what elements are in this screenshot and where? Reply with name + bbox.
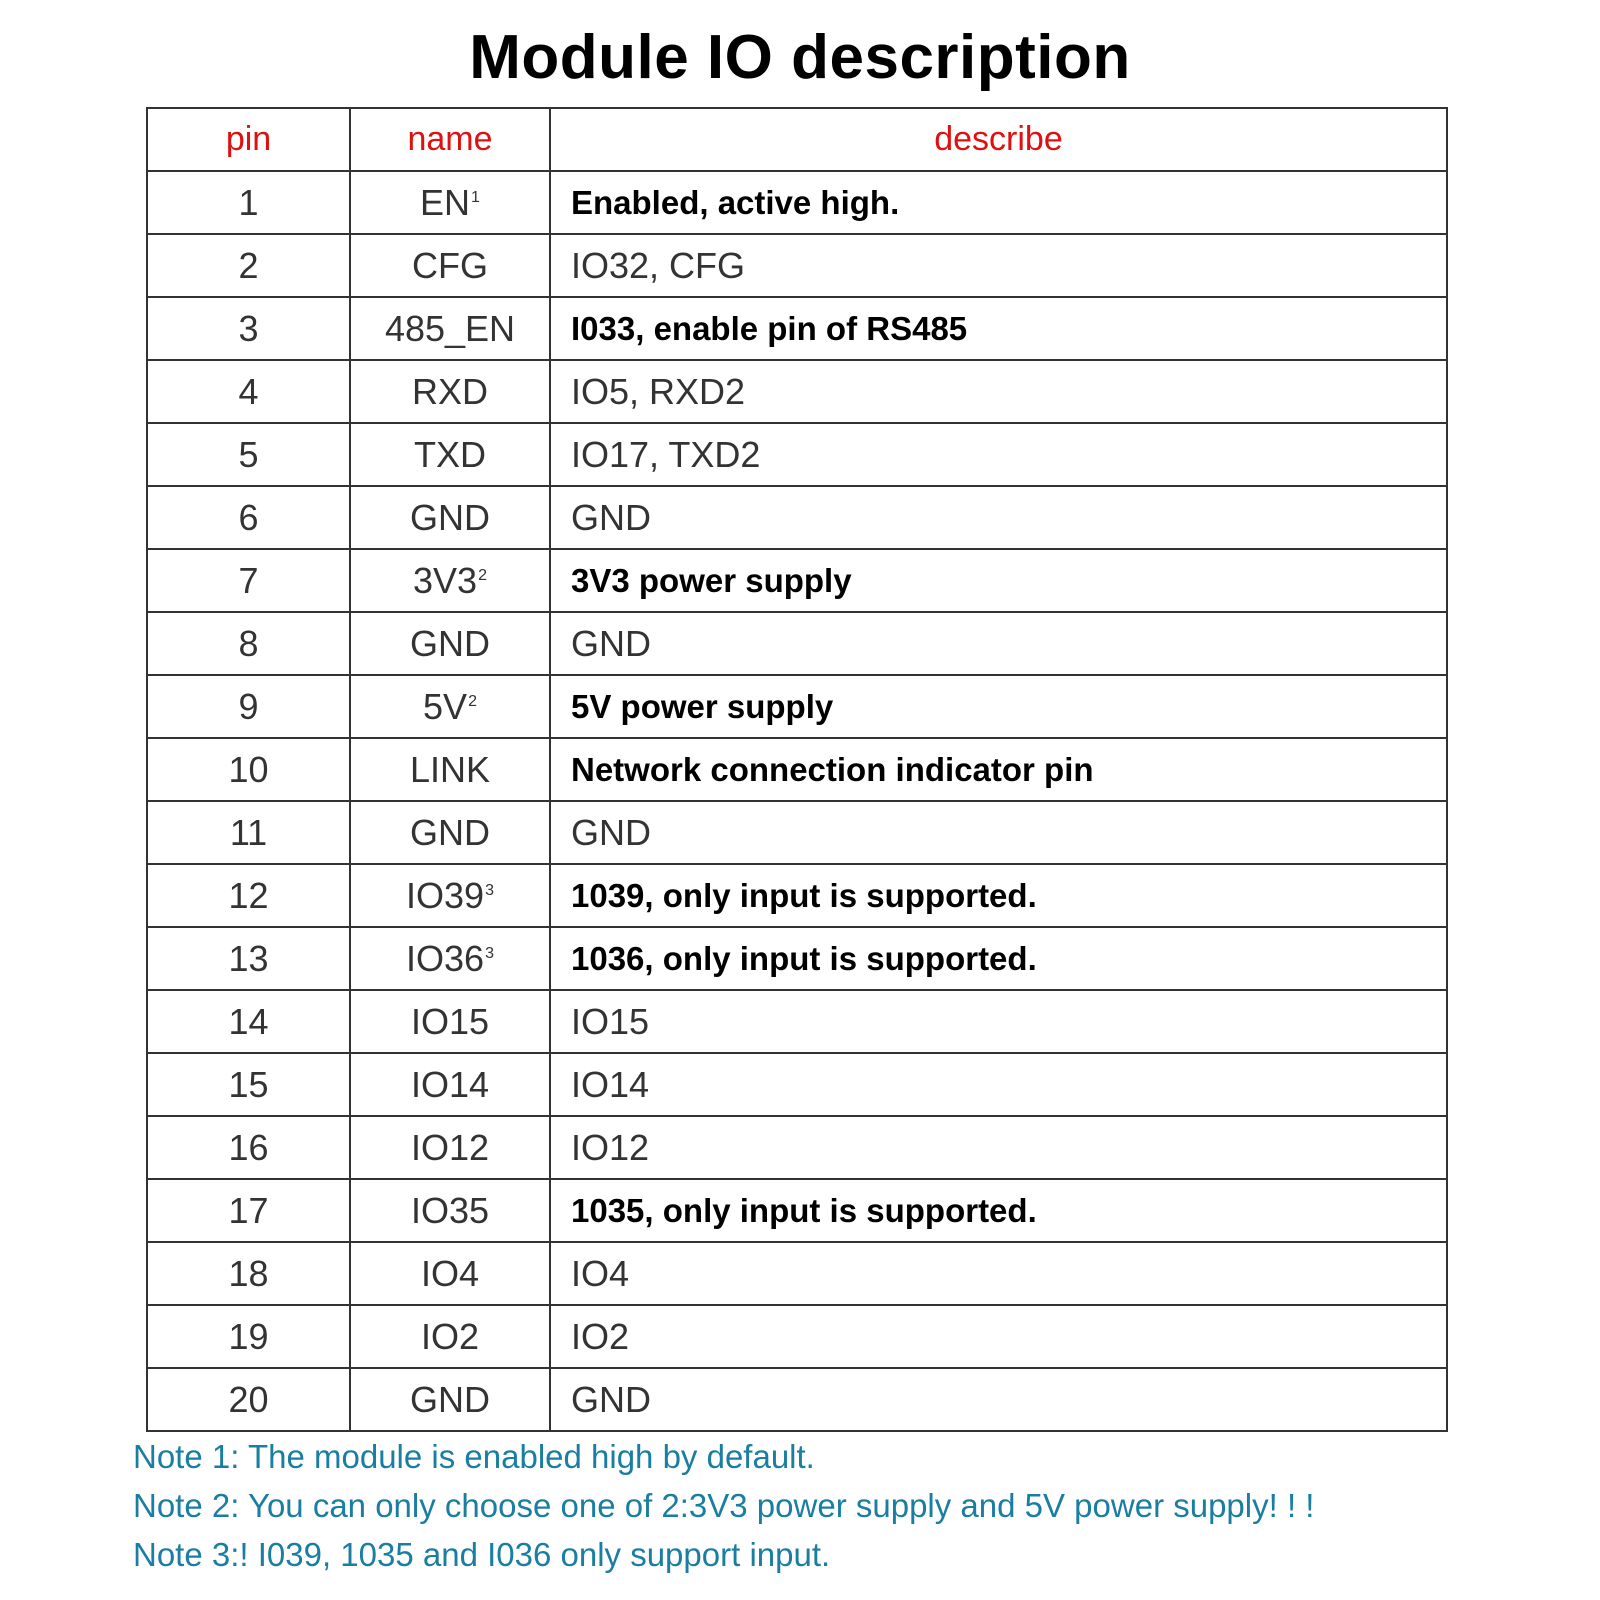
describe-cell: GND xyxy=(550,486,1447,549)
table-row xyxy=(147,1116,1447,1179)
table-row xyxy=(147,297,1447,360)
name-cell xyxy=(350,297,550,360)
pin-name: 5V xyxy=(423,685,468,727)
header-name: name xyxy=(350,108,550,171)
pin-name: IO35 xyxy=(410,1189,490,1231)
name-cell xyxy=(350,738,550,801)
table-row xyxy=(147,864,1447,927)
table-row xyxy=(147,549,1447,612)
pin-cell: 9 xyxy=(147,675,350,738)
name-cell xyxy=(350,1368,550,1431)
table-row xyxy=(147,801,1447,864)
name-cell xyxy=(350,612,550,675)
table-row xyxy=(147,1179,1447,1242)
name-cell xyxy=(350,1053,550,1116)
pin-cell: 14 xyxy=(147,990,350,1053)
name-cell xyxy=(350,423,550,486)
table-row xyxy=(147,171,1447,234)
pin-name: TXD xyxy=(414,433,486,475)
note-2: Note 2: You can only choose one of 2:3V3 power supply and 5V power supply! ! ! xyxy=(133,1487,1315,1524)
name-cell xyxy=(350,1242,550,1305)
pin-cell: 7 xyxy=(147,549,350,612)
name-cell xyxy=(350,990,550,1053)
describe-cell: 1035, only input is supported. xyxy=(550,1179,1447,1242)
name-cell xyxy=(350,927,550,990)
note-superscript: 3 xyxy=(485,881,494,899)
note-superscript: 2 xyxy=(468,692,477,710)
describe-cell: IO12 xyxy=(550,1116,1447,1179)
describe-cell: IO5, RXD2 xyxy=(550,360,1447,423)
name-cell xyxy=(350,234,550,297)
pin-name: RXD xyxy=(411,370,488,412)
describe-cell: IO2 xyxy=(550,1305,1447,1368)
name-cell xyxy=(350,1179,550,1242)
describe-cell: 3V3 power supply xyxy=(550,549,1447,612)
name-cell xyxy=(350,1305,550,1368)
pin-cell: 11 xyxy=(147,801,350,864)
describe-cell: 5V power supply xyxy=(550,675,1447,738)
table-row xyxy=(147,1242,1447,1305)
table-row xyxy=(147,612,1447,675)
pin-cell: 15 xyxy=(147,1053,350,1116)
pin-cell: 6 xyxy=(147,486,350,549)
table-row xyxy=(147,675,1447,738)
table-row xyxy=(147,360,1447,423)
page-title: Module IO description xyxy=(469,23,1131,92)
pin-name: IO12 xyxy=(410,1126,490,1168)
pin-cell: 2 xyxy=(147,234,350,297)
pin-cell: 19 xyxy=(147,1305,350,1368)
name-cell xyxy=(350,360,550,423)
pin-cell: 13 xyxy=(147,927,350,990)
name-cell xyxy=(350,801,550,864)
table-row xyxy=(147,738,1447,801)
pin-cell: 4 xyxy=(147,360,350,423)
describe-cell: IO15 xyxy=(550,990,1447,1053)
pin-name: IO39 xyxy=(406,874,485,916)
note-superscript: 3 xyxy=(485,944,494,962)
pin-name: IO4 xyxy=(420,1252,480,1294)
pin-cell: 3 xyxy=(147,297,350,360)
pin-cell: 12 xyxy=(147,864,350,927)
pin-name: IO15 xyxy=(410,1000,490,1042)
describe-cell: IO32, CFG xyxy=(550,234,1447,297)
name-cell xyxy=(350,486,550,549)
table-row xyxy=(147,234,1447,297)
table-header-row xyxy=(147,108,1447,171)
pin-cell: 20 xyxy=(147,1368,350,1431)
note-1: Note 1: The module is enabled high by default. xyxy=(133,1438,815,1475)
note-superscript: 1 xyxy=(471,188,480,206)
pin-cell: 10 xyxy=(147,738,350,801)
table-row xyxy=(147,990,1447,1053)
table-row xyxy=(147,927,1447,990)
describe-cell: 1039, only input is supported. xyxy=(550,864,1447,927)
header-describe: describe xyxy=(550,108,1447,171)
describe-cell: GND xyxy=(550,801,1447,864)
pin-cell: 17 xyxy=(147,1179,350,1242)
pin-name: 485_EN xyxy=(384,307,516,349)
describe-cell: Enabled, active high. xyxy=(550,171,1447,234)
pin-name: GND xyxy=(410,1378,490,1420)
pin-name: IO36 xyxy=(406,937,485,979)
pin-cell: 8 xyxy=(147,612,350,675)
table-row xyxy=(147,423,1447,486)
table-body xyxy=(147,171,1447,1431)
describe-cell: GND xyxy=(550,612,1447,675)
note-superscript: 2 xyxy=(478,566,487,584)
describe-cell: IO17, TXD2 xyxy=(550,423,1447,486)
describe-cell: 1036, only input is supported. xyxy=(550,927,1447,990)
pin-name: GND xyxy=(410,622,490,664)
pin-cell: 18 xyxy=(147,1242,350,1305)
name-cell xyxy=(350,864,550,927)
name-cell xyxy=(350,171,550,234)
pin-name: IO2 xyxy=(420,1315,480,1357)
name-cell xyxy=(350,1116,550,1179)
table-row xyxy=(147,486,1447,549)
notes xyxy=(133,1432,1314,1579)
header-pin: pin xyxy=(147,108,350,171)
describe-cell: IO4 xyxy=(550,1242,1447,1305)
io-table xyxy=(146,107,1448,1432)
pin-name: EN xyxy=(420,181,471,223)
pin-name: GND xyxy=(410,811,490,853)
describe-cell: IO14 xyxy=(550,1053,1447,1116)
describe-cell: GND xyxy=(550,1368,1447,1431)
name-cell xyxy=(350,549,550,612)
note-3: Note 3:! I039, 1035 and I036 only support input. xyxy=(133,1536,831,1573)
pin-cell: 1 xyxy=(147,171,350,234)
describe-cell: I033, enable pin of RS485 xyxy=(550,297,1447,360)
table-row xyxy=(147,1368,1447,1431)
describe-cell: Network connection indicator pin xyxy=(550,738,1447,801)
name-cell xyxy=(350,675,550,738)
pin-cell: 16 xyxy=(147,1116,350,1179)
table-row xyxy=(147,1053,1447,1116)
pin-name: GND xyxy=(410,496,490,538)
pin-name: IO14 xyxy=(410,1063,490,1105)
pin-name: LINK xyxy=(409,748,491,790)
pin-name: 3V3 xyxy=(413,559,478,601)
pin-cell: 5 xyxy=(147,423,350,486)
pin-name: CFG xyxy=(412,244,488,286)
table-row xyxy=(147,1305,1447,1368)
